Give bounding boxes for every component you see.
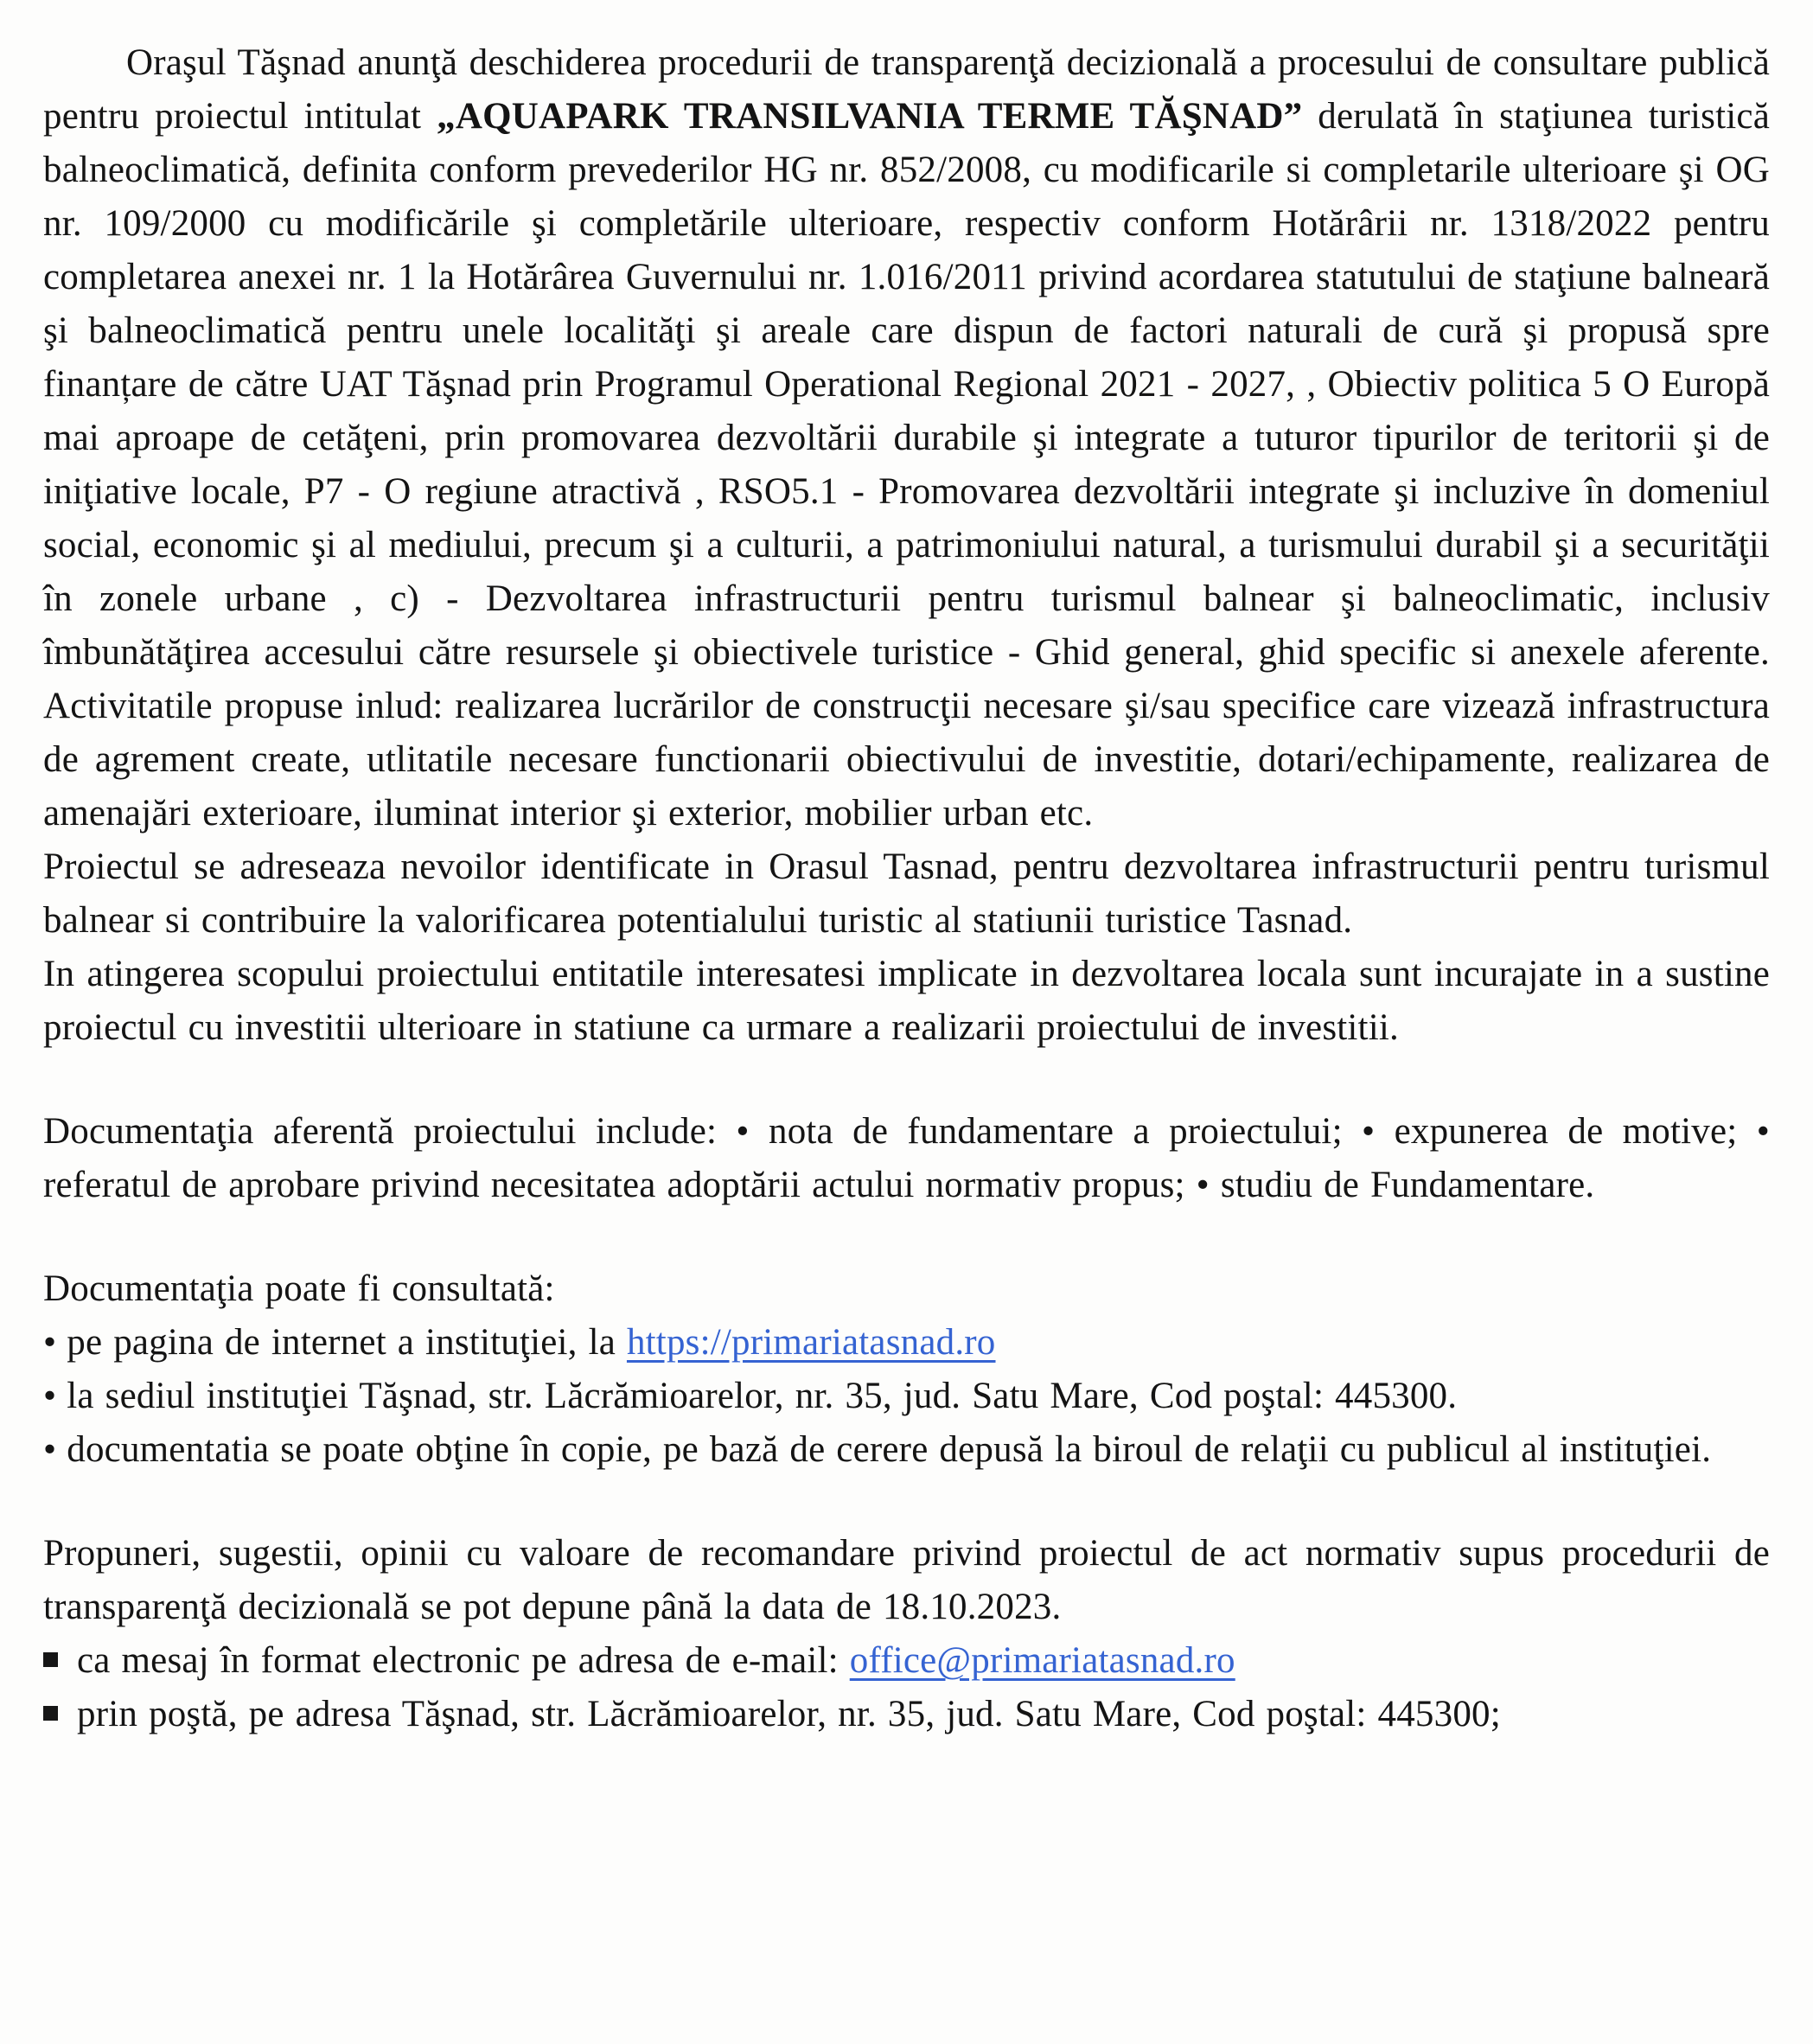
round-bullet-icon: • [43,1376,57,1416]
proposals-intro: Propuneri, sugestii, opinii cu valoare de recomandare privind proiectul de act normativ supus procedurii de transparenţă decizională se pot depune până la data de 18.10.2023. [43,1533,1770,1627]
project-title-bold: „AQUAPARK TRANSILVANIA TERME TĂŞNAD” [437,96,1303,137]
paragraph-announcement [43,36,1770,840]
consult-bullet-office-text: la sediul instituţiei Tăşnad, str. Lăcrămioarelor, nr. 35, jud. Satu Mare, Cod poştal: 445300. [67,1376,1458,1416]
round-bullet-icon: • [43,1322,57,1363]
proposals-bullet-email [43,1634,1770,1688]
announcement-text-before: Oraşul Tăşnad anunţă deschiderea procedurii de transparenţă decizională a procesului de consultare publică pentru proiectul intitulat [43,42,1770,137]
consult-bullet-copy-text: documentatia se poate obţine în copie, pe bază de cerere depusă la biroul de relaţii cu publicul al instituţiei. [67,1429,1712,1470]
consult-bullet-website-text: pe pagina de internet a instituţiei, la [67,1322,627,1363]
paragraph-documentation-includes: Documentaţia aferentă proiectului include: • nota de fundamentare a proiectului; • expunerea de motive; • referatul de aprobare privind necesitatea adoptării actului normativ propus; • studiu de Fundamentare. [43,1111,1770,1205]
round-bullet-icon: • [43,1429,57,1470]
consult-bullet-website [43,1316,1770,1370]
paragraph-project-goal: In atingerea scopului proiectului entitatile interesatesi implicate in dezvoltarea locala sunt incurajate in a sustine proiectul cu investitii ulterioare in statiune ca urmare a realizarii proiectului de investitii. [43,954,1770,1048]
consultation-heading: Documentaţia poate fi consultată: [43,1268,555,1309]
email-link[interactable]: office@primariatasnad.ro [849,1640,1235,1681]
proposals-bullet-post-text: prin poştă, pe adresa Tăşnad, str. Lăcrămioarelor, nr. 35, jud. Satu Mare, Cod poştal: 445300; [77,1694,1501,1734]
proposals-bullet-email-text: ca mesaj în format electronic pe adresa de e-mail: [77,1640,850,1681]
announcement-text-after: derulată în staţiunea turistică balneoclimatică, definita conform prevederilor HG nr. 852/2008, cu modificarile si completarile ulterioare şi OG nr. 109/2000 cu modificările şi completările ulterioare, respectiv conform Hotărârii nr. 1318/2022 pentru completarea anexei nr. 1 la Hotărârea Guvernului nr. 1.016/2011 privind acordarea statutului de staţiune balneară şi balneoclimatică pentru unele localităţi şi areale care dispun de factori naturali de cură şi propusă spre finanțare de către UAT Tăşnad prin Programul Operational Regional 2021 - 2027, , Obiectiv politica 5 O Europă mai aproape de cetăţeni, prin promovarea dezvoltării durabile şi integrate a tuturor tipurilor de teritorii şi de iniţiative locale, P7 - O regiune atractivă , RSO5.1 - Promovarea dezvoltării integrate şi incluzive în domeniul social, economic şi al mediului, precum şi a culturii, a patrimoniului natural, a turismului durabil şi a securităţii în zonele urbane , c) - Dezvoltarea infrastructurii pentru turismul balnear şi balneoclimatic, inclusiv îmbunătăţirea accesului către resursele şi obiectivele turistice - Ghid general, ghid specific si anexele aferente. Activitatile propuse inlud: realizarea lucrărilor de construcţii necesare şi/sau specifice care vizează infrastructura de agrement create, utlitatile necesare functionarii obiectivului de investitie, dotari/echipamente, realizarea de amenajări exterioare, iluminat interior şi exterior, mobilier urban etc. [43,96,1770,834]
institution-website-link[interactable]: https://primariatasnad.ro [626,1322,996,1363]
consult-bullet-office [43,1370,1770,1423]
paragraph-project-needs: Proiectul se adreseaza nevoilor identificate in Orasul Tasnad, pentru dezvoltarea infrastructurii pentru turismul balnear si contribuire la valorificarea potentialului turistic al statiunii turistice Tasnad. [43,846,1770,941]
consult-bullet-copy [43,1423,1770,1477]
square-bullet-icon [43,1706,58,1721]
proposals-bullet-post [43,1688,1770,1741]
square-bullet-icon [43,1652,58,1667]
